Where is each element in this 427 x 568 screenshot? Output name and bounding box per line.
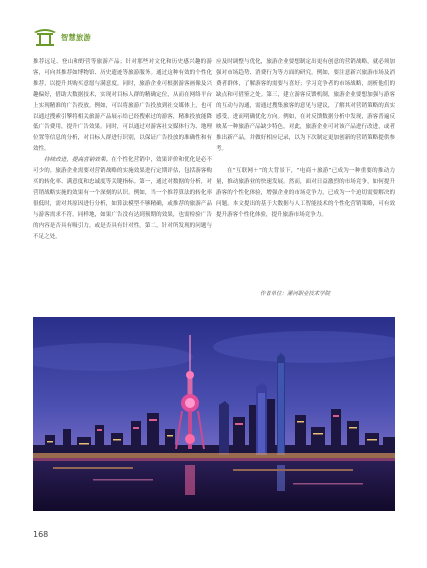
pavilion-logo-icon xyxy=(33,25,57,47)
right-paragraph-1: 应及时调整与优化，旅游企业要想制定出更有创意的营销战略，就必须加强对市场趋势、消费行为等方面的研究。例如，要注意新兴旅游市场及消费者群体，了解游客的需要与喜好；学习竞争者的市场战略，剖析他们的缺点和可借鉴之处。第三，建立游客反馈机制，旅游企业要想加强与游客的互动与沟通，需通过搜集旅客的意见与建议，了解其对营销策略的真实感受，进而明确优化方向。例如，在对反馈数据分析中发现，游客普遍反映某一种旅游产品缺少特色，对此，旅游企业可对该产品进行改进，或者推出新产品，并做好相应记录，以为下次制定更加创新的营销策略提供参考。 xyxy=(216,59,395,153)
right-paragraph-2: 在“互联网＋”的大背景下，“电商＋旅游”已成为一种重要的推动力量，推动旅游业的快速发展。然而，面对日益激烈的市场竞争，如何提升游客的个性化体验，增强企业的市场竞争力，已成为一个迫切需要解决的问题。本文提出的基于大数据与人工智能技术的个性化营销策略，可有效提升游客个性化体验，提升旅游市场竞争力。 xyxy=(216,168,395,218)
shanghai-night-skyline-photo xyxy=(33,317,395,511)
page-number: 168 xyxy=(33,530,49,539)
section-brand-title: 智慧旅游 xyxy=(61,33,91,42)
left-paragraph-2-lead: 持续改进，提高营销效果。 xyxy=(44,157,112,164)
page-header xyxy=(33,25,173,49)
left-paragraph-2-body: 在个性化营销中，效果评价和优化是必不可少的。旅游企业需要对营销战略的实施效果进行定期评估，包括游客购买的转化率、满意度和忠诚度等关键指标。第一，通过对数据的分析，对营销战略实施的效果有一个深刻的认识。例如，当一个推荐算法的转化率很低时，需对其原因进行分析，如算法模型不够精确，或推荐的旅游产品与游客需求不符。同样地，如果广告没有达到预期的效果，也需检验广告的内容是否具有吸引力，或是否具有针对性。第二，针对所发现的问题与不足之处， xyxy=(33,157,213,240)
right-column xyxy=(216,57,395,221)
left-column xyxy=(33,57,212,242)
left-paragraph-2 xyxy=(33,155,212,242)
left-paragraph-1: 推荐远足、登山和野营等旅游产品；针对那些对文化和历史感兴趣的游客，可向其推荐如博物馆、历史遗迹等旅游服务。通过这种有效的个性化推荐，以提升其购买意愿与满意度。同时，旅游企业可根据游客画像及兴趣偏好，借助大数据技术，实现对目标人群的精确定位，从而在网络平台上实现精准的广告投放。例如，可以将旅游广告投放到社交媒体上，也可以通过搜索引擎将相关旅游产品展示给已经搜索过的游客，精准投放能降低广告费用，提升广告效果。同时，可以通过对游客社交媒体行为、地理位置等信息的分析，对目标人群进行识别，以保证广告投放的准确性和有效性。 xyxy=(33,59,212,153)
author-affiliation: 作者单位：漯河职业技术学院 xyxy=(260,291,331,297)
